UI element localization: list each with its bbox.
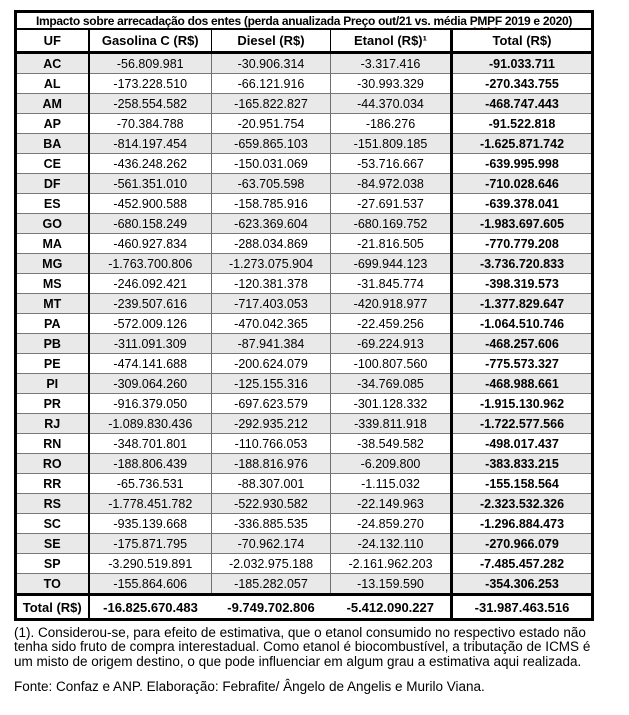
gasolina-cell: -155.864.606: [89, 574, 212, 595]
etanol-cell: -151.809.185: [331, 134, 452, 154]
etanol-cell: -31.845.774: [331, 274, 452, 294]
table-row-rr: [16, 474, 593, 494]
diesel-cell: -717.403.053: [212, 294, 331, 314]
diesel-cell: -20.951.754: [212, 114, 331, 134]
uf-cell: RR: [16, 474, 89, 494]
gasolina-cell: -173.228.510: [89, 74, 212, 94]
etanol-cell: -30.993.329: [331, 74, 452, 94]
gasolina-cell: -175.871.795: [89, 534, 212, 554]
total-cell: -639.378.041: [452, 194, 593, 214]
etanol-cell: -680.169.752: [331, 214, 452, 234]
uf-cell: PR: [16, 394, 89, 414]
total-cell: -383.833.215: [452, 454, 593, 474]
gasolina-cell: -935.139.668: [89, 514, 212, 534]
diesel-cell: -150.031.069: [212, 154, 331, 174]
diesel-cell: -70.962.174: [212, 534, 331, 554]
total-cell: -270.343.755: [452, 74, 593, 94]
total-cell: -1.915.130.962: [452, 394, 593, 414]
etanol-cell: -24.859.270: [331, 514, 452, 534]
etanol-cell: -84.972.038: [331, 174, 452, 194]
etanol-cell: -699.944.123: [331, 254, 452, 274]
etanol-cell: -2.161.962.203: [331, 554, 452, 574]
table-row-es: [16, 194, 593, 214]
total-cell: -498.017.437: [452, 434, 593, 454]
table-row-pr: [16, 394, 593, 414]
table-row-sc: [16, 514, 593, 534]
uf-cell: SC: [16, 514, 89, 534]
title-text-before: Impacto sobre arrecadação dos entes (perda anualizada Preço out/21 vs. média: [35, 13, 470, 28]
table-row-pi: [16, 374, 593, 394]
gasolina-cell: -3.290.519.891: [89, 554, 212, 574]
gasolina-cell: -474.141.688: [89, 354, 212, 374]
table-row-ro: [16, 454, 593, 474]
etanol-cell: -301.128.332: [331, 394, 452, 414]
diesel-cell: -30.906.314: [212, 53, 331, 74]
etanol-cell: -27.691.537: [331, 194, 452, 214]
uf-cell: PA: [16, 314, 89, 334]
table-row-rn: [16, 434, 593, 454]
diesel-cell: -125.155.316: [212, 374, 331, 394]
table-row-ce: [16, 154, 593, 174]
etanol-cell: -339.811.918: [331, 414, 452, 434]
diesel-cell: -288.034.869: [212, 234, 331, 254]
total-cell: -91.522.818: [452, 114, 593, 134]
table-row-mg: [16, 254, 593, 274]
uf-cell: RS: [16, 494, 89, 514]
total-cell: -1.983.697.605: [452, 214, 593, 234]
uf-cell: AL: [16, 74, 89, 94]
etanol-cell: -38.549.582: [331, 434, 452, 454]
etanol-cell: -13.159.590: [331, 574, 452, 595]
uf-cell: AM: [16, 94, 89, 114]
gasolina-cell: -246.092.421: [89, 274, 212, 294]
etanol-cell: -420.918.977: [331, 294, 452, 314]
gasolina-cell: -1.763.700.806: [89, 254, 212, 274]
diesel-cell: -522.930.582: [212, 494, 331, 514]
total-cell: -1.377.829.647: [452, 294, 593, 314]
total-cell: -2.323.532.326: [452, 494, 593, 514]
uf-cell: MS: [16, 274, 89, 294]
total-cell: -468.257.606: [452, 334, 593, 354]
gasolina-cell: -309.064.260: [89, 374, 212, 394]
total-row: [16, 595, 593, 620]
total-cell: -639.995.998: [452, 154, 593, 174]
total-cell: -1.296.884.473: [452, 514, 593, 534]
total-cell: -775.573.327: [452, 354, 593, 374]
uf-cell: RO: [16, 454, 89, 474]
table-row-ba: [16, 134, 593, 154]
gasolina-cell: -311.091.309: [89, 334, 212, 354]
diesel-cell: -697.623.579: [212, 394, 331, 414]
uf-cell: PB: [16, 334, 89, 354]
etanol-cell: -6.209.800: [331, 454, 452, 474]
etanol-cell: -69.224.913: [331, 334, 452, 354]
total-diesel-cell: -9.749.702.806: [212, 595, 331, 620]
gasolina-cell: -188.806.439: [89, 454, 212, 474]
diesel-cell: -470.042.365: [212, 314, 331, 334]
total-cell: -3.736.720.833: [452, 254, 593, 274]
gasolina-cell: -258.554.582: [89, 94, 212, 114]
gasolina-cell: -452.900.588: [89, 194, 212, 214]
uf-cell: DF: [16, 174, 89, 194]
total-gasolina-cell: -16.825.670.483: [89, 595, 212, 620]
table-row-sp: [16, 554, 593, 574]
total-cell: -710.028.646: [452, 174, 593, 194]
diesel-cell: -88.307.001: [212, 474, 331, 494]
title-row: [16, 12, 593, 30]
table-row-am: [16, 94, 593, 114]
total-row-label: Total (R$): [16, 595, 89, 620]
etanol-cell: -3.317.416: [331, 53, 452, 74]
table-row-pa: [16, 314, 593, 334]
uf-cell: MT: [16, 294, 89, 314]
diesel-cell: -120.381.378: [212, 274, 331, 294]
uf-cell: GO: [16, 214, 89, 234]
diesel-cell: -66.121.916: [212, 74, 331, 94]
table-row-ac: [16, 53, 593, 74]
gasolina-cell: -572.009.126: [89, 314, 212, 334]
uf-cell: MA: [16, 234, 89, 254]
etanol-cell: -1.115.032: [331, 474, 452, 494]
header-total: Total (R$): [452, 29, 593, 53]
uf-cell: PE: [16, 354, 89, 374]
diesel-cell: -87.941.384: [212, 334, 331, 354]
total-cell: -770.779.208: [452, 234, 593, 254]
table-row-to: [16, 574, 593, 595]
total-cell: -354.306.253: [452, 574, 593, 595]
header-diesel: Diesel (R$): [212, 29, 331, 53]
source-line: Fonte: Confaz e ANP. Elaboração: Febrafite/ Ângelo de Angelis e Murilo Viana.: [14, 679, 485, 695]
diesel-cell: -659.865.103: [212, 134, 331, 154]
gasolina-cell: -814.197.454: [89, 134, 212, 154]
table-row-ms: [16, 274, 593, 294]
gasolina-cell: -1.778.451.782: [89, 494, 212, 514]
table-row-df: [16, 174, 593, 194]
uf-cell: SE: [16, 534, 89, 554]
diesel-cell: -336.885.535: [212, 514, 331, 534]
diesel-cell: -623.369.604: [212, 214, 331, 234]
table-row-al: [16, 74, 593, 94]
table-row-rs: [16, 494, 593, 514]
uf-cell: RJ: [16, 414, 89, 434]
diesel-cell: -63.705.598: [212, 174, 331, 194]
diesel-cell: -1.273.075.904: [212, 254, 331, 274]
table-row-se: [16, 534, 593, 554]
total-cell: -1.625.871.742: [452, 134, 593, 154]
uf-cell: RN: [16, 434, 89, 454]
etanol-cell: -24.132.110: [331, 534, 452, 554]
total-cell: -468.747.443: [452, 94, 593, 114]
gasolina-cell: -1.089.830.436: [89, 414, 212, 434]
total-cell: -155.158.564: [452, 474, 593, 494]
uf-cell: ES: [16, 194, 89, 214]
table-title: [16, 12, 593, 30]
table-row-pe: [16, 354, 593, 374]
etanol-cell: -100.807.560: [331, 354, 452, 374]
diesel-cell: -200.624.079: [212, 354, 331, 374]
gasolina-cell: -436.248.262: [89, 154, 212, 174]
gasolina-cell: -70.384.788: [89, 114, 212, 134]
gasolina-cell: -561.351.010: [89, 174, 212, 194]
uf-cell: MG: [16, 254, 89, 274]
total-cell: -270.966.079: [452, 534, 593, 554]
title-text-after: 2019 e 2020): [501, 13, 573, 28]
uf-cell: CE: [16, 154, 89, 174]
etanol-cell: -53.716.667: [331, 154, 452, 174]
table-row-mt: [16, 294, 593, 314]
uf-cell: SP: [16, 554, 89, 574]
total-total-cell: -31.987.463.516: [452, 595, 593, 620]
etanol-cell: -34.769.085: [331, 374, 452, 394]
gasolina-cell: -348.701.801: [89, 434, 212, 454]
header-gasolina: Gasolina C (R$): [89, 29, 212, 53]
table-body: [16, 53, 593, 595]
gasolina-cell: -680.158.249: [89, 214, 212, 234]
diesel-cell: -158.785.916: [212, 194, 331, 214]
uf-cell: PI: [16, 374, 89, 394]
header-etanol: Etanol (R$)¹: [331, 29, 452, 53]
uf-cell: AP: [16, 114, 89, 134]
table-row-ma: [16, 234, 593, 254]
etanol-cell: -22.459.256: [331, 314, 452, 334]
uf-cell: AC: [16, 53, 89, 74]
etanol-cell: -22.149.963: [331, 494, 452, 514]
etanol-cell: -44.370.034: [331, 94, 452, 114]
diesel-cell: -110.766.053: [212, 434, 331, 454]
etanol-cell: -21.816.505: [331, 234, 452, 254]
total-cell: -1.722.577.566: [452, 414, 593, 434]
gasolina-cell: -65.736.531: [89, 474, 212, 494]
total-etanol-cell: -5.412.090.227: [331, 595, 452, 620]
etanol-cell: -186.276: [331, 114, 452, 134]
total-cell: -91.033.711: [452, 53, 593, 74]
gasolina-cell: -460.927.834: [89, 234, 212, 254]
uf-cell: TO: [16, 574, 89, 595]
footnote: (1). Considerou-se, para efeito de estimativa, que o etanol consumido no respectivo estado não tenha sido fruto de compra interestadual. Como etanol é biocombustível, a tributação de ICMS é um misto de origem destino, o que pode influenciar em algum grau a estimativa aqui realizada.: [14, 625, 591, 669]
total-cell: -468.988.661: [452, 374, 593, 394]
gasolina-cell: -56.809.981: [89, 53, 212, 74]
title-spellcheck-word: PMPF: [469, 13, 502, 28]
total-cell: -398.319.573: [452, 274, 593, 294]
gasolina-cell: -916.379.050: [89, 394, 212, 414]
total-cell: -7.485.457.282: [452, 554, 593, 574]
total-cell: -1.064.510.746: [452, 314, 593, 334]
diesel-cell: -292.935.212: [212, 414, 331, 434]
diesel-cell: -2.032.975.188: [212, 554, 331, 574]
table-row-ap: [16, 114, 593, 134]
diesel-cell: -185.282.057: [212, 574, 331, 595]
diesel-cell: -188.816.976: [212, 454, 331, 474]
diesel-cell: -165.822.827: [212, 94, 331, 114]
gasolina-cell: -239.507.616: [89, 294, 212, 314]
header-uf: UF: [16, 29, 89, 53]
table-row-rj: [16, 414, 593, 434]
table-row-go: [16, 214, 593, 234]
uf-cell: BA: [16, 134, 89, 154]
impact-table: [14, 10, 594, 621]
header-row: [16, 29, 593, 53]
table-row-pb: [16, 334, 593, 354]
